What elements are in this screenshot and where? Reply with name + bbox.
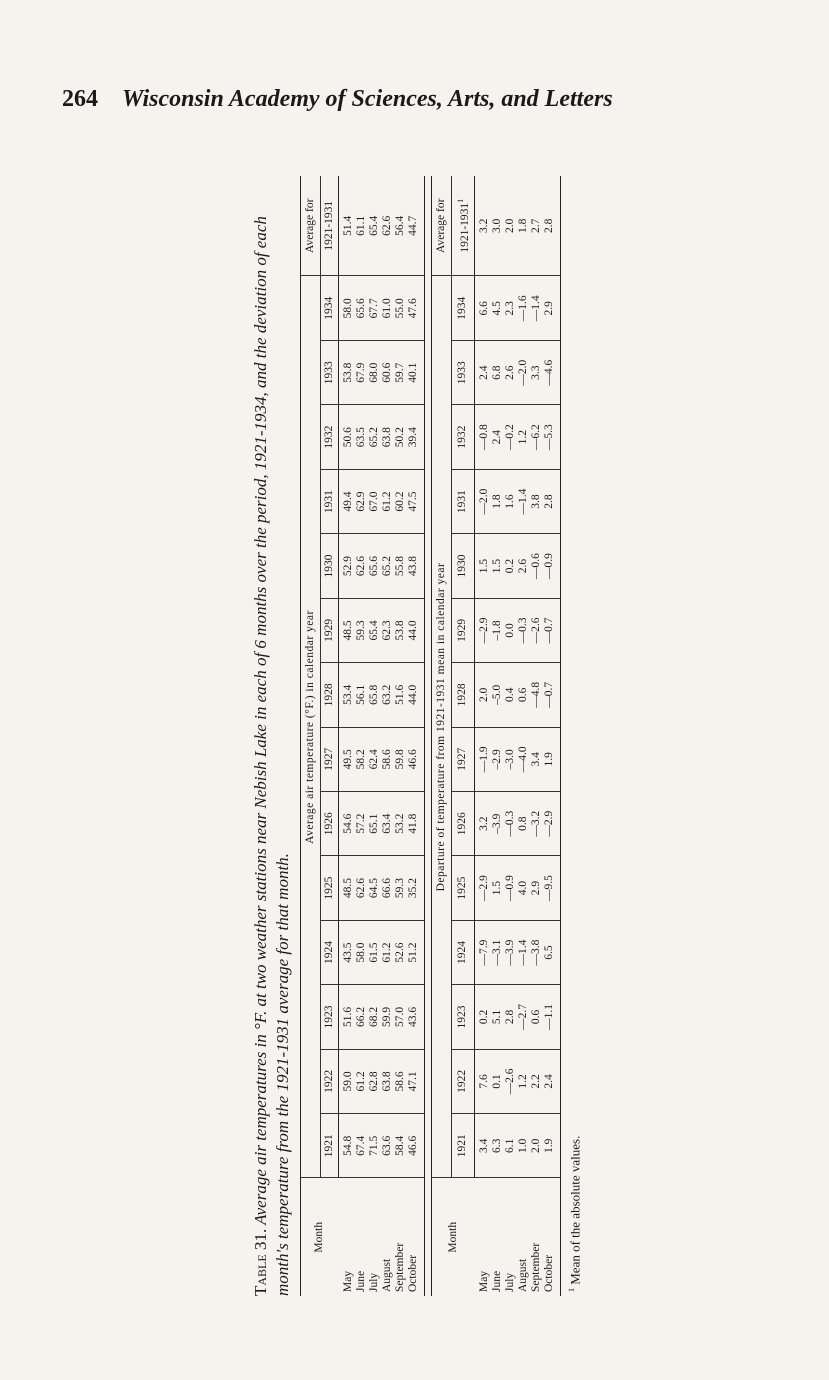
departure-span-header: Departure of temperature from 1921-1931 mean in calendar year — [432, 276, 452, 1178]
year-header: 1929 — [321, 598, 339, 662]
month-cell: September — [529, 1242, 542, 1292]
value-cell: 63.6 — [381, 1114, 394, 1178]
value-cell: 59.9 — [381, 985, 394, 1049]
value-cell: 62.6 — [355, 534, 368, 598]
value-cell: 68.0 — [368, 341, 381, 405]
value-cell: 46.6 — [407, 1114, 425, 1178]
value-cell: 0.6 — [517, 663, 530, 727]
year-header: 1930 — [452, 534, 475, 598]
average-period-header — [301, 176, 321, 276]
value-cell: 51.6 — [394, 663, 407, 727]
average-cell: 3.0 — [491, 176, 504, 276]
value-cell: 60.6 — [381, 341, 394, 405]
value-cell: 66.6 — [381, 856, 394, 920]
running-head — [62, 86, 762, 120]
value-cell: 0.2 — [504, 534, 517, 598]
value-cell: —1.4 — [530, 276, 543, 341]
year-header: 1932 — [452, 405, 475, 469]
value-cell: 59.0 — [339, 1049, 356, 1113]
year-header: 1933 — [452, 341, 475, 405]
value-cell: 61.2 — [355, 1049, 368, 1113]
value-cell: 62.6 — [355, 856, 368, 920]
value-cell: 47.5 — [407, 469, 425, 533]
month-cell: May — [341, 1270, 354, 1292]
year-header: 1932 — [321, 405, 339, 469]
month-cell: September — [394, 1242, 406, 1292]
value-cell: 49.4 — [339, 469, 356, 533]
value-cell: 1.6 — [504, 469, 517, 533]
value-cell: —2.6 — [530, 598, 543, 662]
value-cell: 67.7 — [368, 276, 381, 341]
value-cell: 63.2 — [381, 663, 394, 727]
value-cell: —5.3 — [543, 405, 561, 469]
value-cell: 52.9 — [339, 534, 356, 598]
value-cell: 2.8 — [504, 985, 517, 1049]
average-period-line2: 1921-1931 — [321, 176, 339, 276]
value-cell: —0.7 — [543, 663, 561, 727]
value-cell: 67.0 — [368, 469, 381, 533]
value-cell: 51.6 — [339, 985, 356, 1049]
table-row — [368, 176, 381, 1296]
value-cell: 67.9 — [355, 341, 368, 405]
value-cell: 58.6 — [381, 727, 394, 791]
value-cell: 0.8 — [517, 791, 530, 855]
value-cell: 5.1 — [491, 985, 504, 1049]
value-cell: —0.3 — [504, 791, 517, 855]
table-caption — [250, 176, 294, 1296]
departure-table-body — [474, 176, 560, 1296]
average-cell: 2.8 — [543, 176, 561, 276]
value-cell: 58.0 — [355, 920, 368, 984]
value-cell: –3.0 — [504, 727, 517, 791]
value-cell: 2.2 — [530, 1049, 543, 1113]
rotated-table-block — [250, 156, 630, 1296]
year-header: 1927 — [452, 727, 475, 791]
average-cell: 2.7 — [530, 176, 543, 276]
value-cell: —3.2 — [530, 791, 543, 855]
value-cell: 44.0 — [407, 598, 425, 662]
year-header: 1921 — [452, 1114, 475, 1178]
value-cell: 39.4 — [407, 405, 425, 469]
value-cell: 58.2 — [355, 727, 368, 791]
value-cell: —2.7 — [517, 985, 530, 1049]
average-cell: 2.0 — [504, 176, 517, 276]
value-cell: 51.2 — [407, 920, 425, 984]
value-cell: 59.3 — [394, 856, 407, 920]
departure-period-line1: Average for — [435, 198, 447, 253]
value-cell: 2.4 — [543, 1049, 561, 1113]
value-cell: 58.4 — [394, 1114, 407, 1178]
value-cell: 6.8 — [491, 341, 504, 405]
table-row — [474, 176, 491, 1296]
year-header: 1933 — [321, 341, 339, 405]
year-header: 1928 — [452, 663, 475, 727]
value-cell: —2.0 — [517, 341, 530, 405]
value-cell: 6.3 — [491, 1114, 504, 1178]
value-cell: 58.0 — [339, 276, 356, 341]
month-cell: August — [516, 1258, 529, 1292]
value-cell: 1.2 — [517, 405, 530, 469]
value-cell: —2.0 — [474, 469, 491, 533]
value-cell: 62.9 — [355, 469, 368, 533]
value-cell: 3.4 — [474, 1114, 491, 1178]
value-cell: —0.9 — [543, 534, 561, 598]
value-cell: 71.5 — [368, 1114, 381, 1178]
value-cell: 4.0 — [517, 856, 530, 920]
year-header: 1922 — [452, 1049, 475, 1113]
table-row — [394, 176, 407, 1296]
value-cell: 66.2 — [355, 985, 368, 1049]
value-cell: 63.8 — [381, 405, 394, 469]
table-row — [339, 176, 356, 1296]
value-cell: 2.8 — [543, 469, 561, 533]
value-cell: 2.9 — [543, 276, 561, 341]
value-cell: —9.5 — [543, 856, 561, 920]
value-cell: 65.1 — [368, 791, 381, 855]
value-cell: —0.9 — [504, 856, 517, 920]
year-header: 1927 — [321, 727, 339, 791]
average-table-body — [339, 176, 425, 1296]
value-cell: 2.9 — [530, 856, 543, 920]
value-cell: 43.5 — [339, 920, 356, 984]
year-header: 1922 — [321, 1049, 339, 1113]
value-cell: 60.2 — [394, 469, 407, 533]
value-cell: 1.5 — [474, 534, 491, 598]
average-cell: 51.4 — [339, 176, 356, 276]
value-cell: 0.6 — [530, 985, 543, 1049]
value-cell: 1.2 — [517, 1049, 530, 1113]
year-header: 1926 — [452, 791, 475, 855]
value-cell: —1.9 — [474, 727, 491, 791]
value-cell: 48.5 — [339, 856, 356, 920]
year-header: 1924 — [452, 920, 475, 984]
value-cell: 61.2 — [381, 469, 394, 533]
average-table-header — [301, 176, 339, 1296]
value-cell: 68.2 — [368, 985, 381, 1049]
average-cell: 56.4 — [394, 176, 407, 276]
value-cell: —4.6 — [543, 341, 561, 405]
month-header-2: Month — [432, 1178, 475, 1296]
average-cell: 44.7 — [407, 176, 425, 276]
value-cell: 43.6 — [407, 985, 425, 1049]
average-cell: 61.1 — [355, 176, 368, 276]
value-cell: 53.4 — [339, 663, 356, 727]
value-cell: 3.4 — [530, 727, 543, 791]
value-cell: 65.6 — [368, 534, 381, 598]
value-cell: 2.0 — [474, 663, 491, 727]
table-row — [543, 176, 561, 1296]
value-cell: —6.2 — [530, 405, 543, 469]
value-cell: 58.6 — [394, 1049, 407, 1113]
average-span-header: Average air temperature (°F.) in calendar year — [301, 276, 321, 1178]
year-header-row — [321, 176, 339, 1296]
temperature-table — [300, 176, 561, 1296]
value-cell: —3.1 — [491, 920, 504, 984]
value-cell: —1.1 — [543, 985, 561, 1049]
year-header-row-2 — [452, 176, 475, 1296]
value-cell: 2.6 — [517, 534, 530, 598]
value-cell: —3.8 — [530, 920, 543, 984]
value-cell: 1.5 — [491, 534, 504, 598]
value-cell: 49.5 — [339, 727, 356, 791]
value-cell: 63.8 — [381, 1049, 394, 1113]
month-header: Month — [301, 1178, 339, 1296]
value-cell: —2.9 — [543, 791, 561, 855]
table-row — [517, 176, 530, 1296]
year-header: 1924 — [321, 920, 339, 984]
value-cell: —4.8 — [530, 663, 543, 727]
value-cell: 61.5 — [368, 920, 381, 984]
average-cell: 3.2 — [474, 176, 491, 276]
value-cell: —1.4 — [517, 920, 530, 984]
average-cell: 62.6 — [381, 176, 394, 276]
value-cell: 44.0 — [407, 663, 425, 727]
month-cell: August — [381, 1258, 393, 1292]
value-cell: 55.8 — [394, 534, 407, 598]
value-cell: 3.3 — [530, 341, 543, 405]
value-cell: 65.8 — [368, 663, 381, 727]
table-label: Table 31. — [251, 1228, 270, 1296]
value-cell: —0.3 — [517, 598, 530, 662]
value-cell: 61.2 — [381, 920, 394, 984]
year-header: 1931 — [452, 469, 475, 533]
value-cell: —0.8 — [474, 405, 491, 469]
value-cell: —1.6 — [517, 276, 530, 341]
table-row — [504, 176, 517, 1296]
average-cell: 65.4 — [368, 176, 381, 276]
table-frame — [300, 156, 583, 1296]
value-cell: 54.8 — [339, 1114, 356, 1178]
departure-period-header — [432, 176, 452, 276]
value-cell: 54.6 — [339, 791, 356, 855]
value-cell: 59.7 — [394, 341, 407, 405]
year-header: 1928 — [321, 663, 339, 727]
average-cell: 1.8 — [517, 176, 530, 276]
value-cell: —4.0 — [517, 727, 530, 791]
value-cell: —2.9 — [474, 598, 491, 662]
year-header: 1921 — [321, 1114, 339, 1178]
value-cell: 64.5 — [368, 856, 381, 920]
value-cell: 35.2 — [407, 856, 425, 920]
month-cell: June — [490, 1270, 503, 1292]
value-cell: 56.1 — [355, 663, 368, 727]
value-cell: 55.0 — [394, 276, 407, 341]
value-cell: 62.4 — [368, 727, 381, 791]
value-cell: 65.2 — [368, 405, 381, 469]
page-number: 264 — [62, 86, 98, 112]
table-row — [530, 176, 543, 1296]
footnote — [567, 156, 583, 1292]
value-cell: —7.9 — [474, 920, 491, 984]
value-cell: –3.9 — [491, 791, 504, 855]
value-cell: 2.0 — [530, 1114, 543, 1178]
value-cell: 41.8 — [407, 791, 425, 855]
value-cell: 0.0 — [504, 598, 517, 662]
year-header: 1923 — [452, 985, 475, 1049]
value-cell: 6.1 — [504, 1114, 517, 1178]
value-cell: —0.7 — [543, 598, 561, 662]
value-cell: 1.9 — [543, 727, 561, 791]
year-header: 1930 — [321, 534, 339, 598]
month-cell: June — [355, 1270, 367, 1292]
value-cell: 46.6 — [407, 727, 425, 791]
journal-title: Wisconsin Academy of Sciences, Arts, and Letters — [122, 86, 613, 112]
value-cell: 0.2 — [474, 985, 491, 1049]
value-cell: 48.5 — [339, 598, 356, 662]
value-cell: –5.0 — [491, 663, 504, 727]
value-cell: 0.1 — [491, 1049, 504, 1113]
value-cell: 57.0 — [394, 985, 407, 1049]
month-cell: July — [503, 1272, 516, 1292]
value-cell: 50.6 — [339, 405, 356, 469]
value-cell: –1.8 — [491, 598, 504, 662]
year-header: 1934 — [321, 276, 339, 341]
value-cell: 7.6 — [474, 1049, 491, 1113]
departure-table-header — [432, 176, 475, 1296]
footnote-text: Mean of the absolute values. — [567, 1135, 583, 1285]
month-cell: May — [477, 1270, 490, 1292]
value-cell: 1.0 — [517, 1114, 530, 1178]
value-cell: 65.4 — [368, 598, 381, 662]
month-cell: July — [368, 1272, 380, 1292]
value-cell: 6.5 — [543, 920, 561, 984]
value-cell: –2.9 — [491, 727, 504, 791]
value-cell: 47.1 — [407, 1049, 425, 1113]
month-cell: October — [543, 1178, 561, 1296]
value-cell: 61.0 — [381, 276, 394, 341]
value-cell: 53.8 — [394, 598, 407, 662]
value-cell: 3.2 — [474, 791, 491, 855]
value-cell: 6.6 — [474, 276, 491, 341]
table-row — [355, 176, 368, 1296]
value-cell: —0.6 — [530, 534, 543, 598]
year-header: 1931 — [321, 469, 339, 533]
value-cell: 53.8 — [339, 341, 356, 405]
year-header: 1923 — [321, 985, 339, 1049]
value-cell: 47.6 — [407, 276, 425, 341]
value-cell: 67.4 — [355, 1114, 368, 1178]
value-cell: 1.5 — [491, 856, 504, 920]
value-cell: —2.6 — [504, 1049, 517, 1113]
month-cell: October — [407, 1178, 425, 1296]
value-cell: 1.9 — [543, 1114, 561, 1178]
value-cell: 53.2 — [394, 791, 407, 855]
year-header: 1934 — [452, 276, 475, 341]
value-cell: —1.4 — [517, 469, 530, 533]
departure-period-line2 — [452, 176, 475, 276]
value-cell: 59.8 — [394, 727, 407, 791]
departure-period-years: 1921-1931 — [458, 202, 471, 253]
value-cell: 2.4 — [491, 405, 504, 469]
value-cell: 50.2 — [394, 405, 407, 469]
value-cell: 65.6 — [355, 276, 368, 341]
value-cell: 65.2 — [381, 534, 394, 598]
value-cell: 57.2 — [355, 791, 368, 855]
value-cell: —3.9 — [504, 920, 517, 984]
caption-text: Average air temperatures in °F. at two weather stations near Nebish Lake in each of 6 months over the period, 1921-1934, and the deviation of each month's temperature from the 1921-1931 average for that month. — [251, 216, 292, 1296]
value-cell: 2.4 — [474, 341, 491, 405]
value-cell: 2.6 — [504, 341, 517, 405]
value-cell: —0.2 — [504, 405, 517, 469]
value-cell: 40.1 — [407, 341, 425, 405]
value-cell: 62.3 — [381, 598, 394, 662]
year-header: 1926 — [321, 791, 339, 855]
value-cell: —2.9 — [474, 856, 491, 920]
value-cell: 63.5 — [355, 405, 368, 469]
table-row — [407, 176, 425, 1296]
value-cell: 0.4 — [504, 663, 517, 727]
value-cell: 4.5 — [491, 276, 504, 341]
value-cell: 62.8 — [368, 1049, 381, 1113]
year-header: 1925 — [321, 856, 339, 920]
footnote-marker: 1 — [566, 1288, 576, 1292]
footnote-ref: 1 — [456, 198, 465, 203]
year-header: 1925 — [452, 856, 475, 920]
average-period-line1: Average for — [304, 198, 316, 253]
value-cell: 43.8 — [407, 534, 425, 598]
value-cell: 2.3 — [504, 276, 517, 341]
value-cell: 3.8 — [530, 469, 543, 533]
value-cell: 59.3 — [355, 598, 368, 662]
year-header: 1929 — [452, 598, 475, 662]
value-cell: 1.8 — [491, 469, 504, 533]
value-cell: 52.6 — [394, 920, 407, 984]
table-row — [491, 176, 504, 1296]
table-row — [381, 176, 394, 1296]
value-cell: 63.4 — [381, 791, 394, 855]
